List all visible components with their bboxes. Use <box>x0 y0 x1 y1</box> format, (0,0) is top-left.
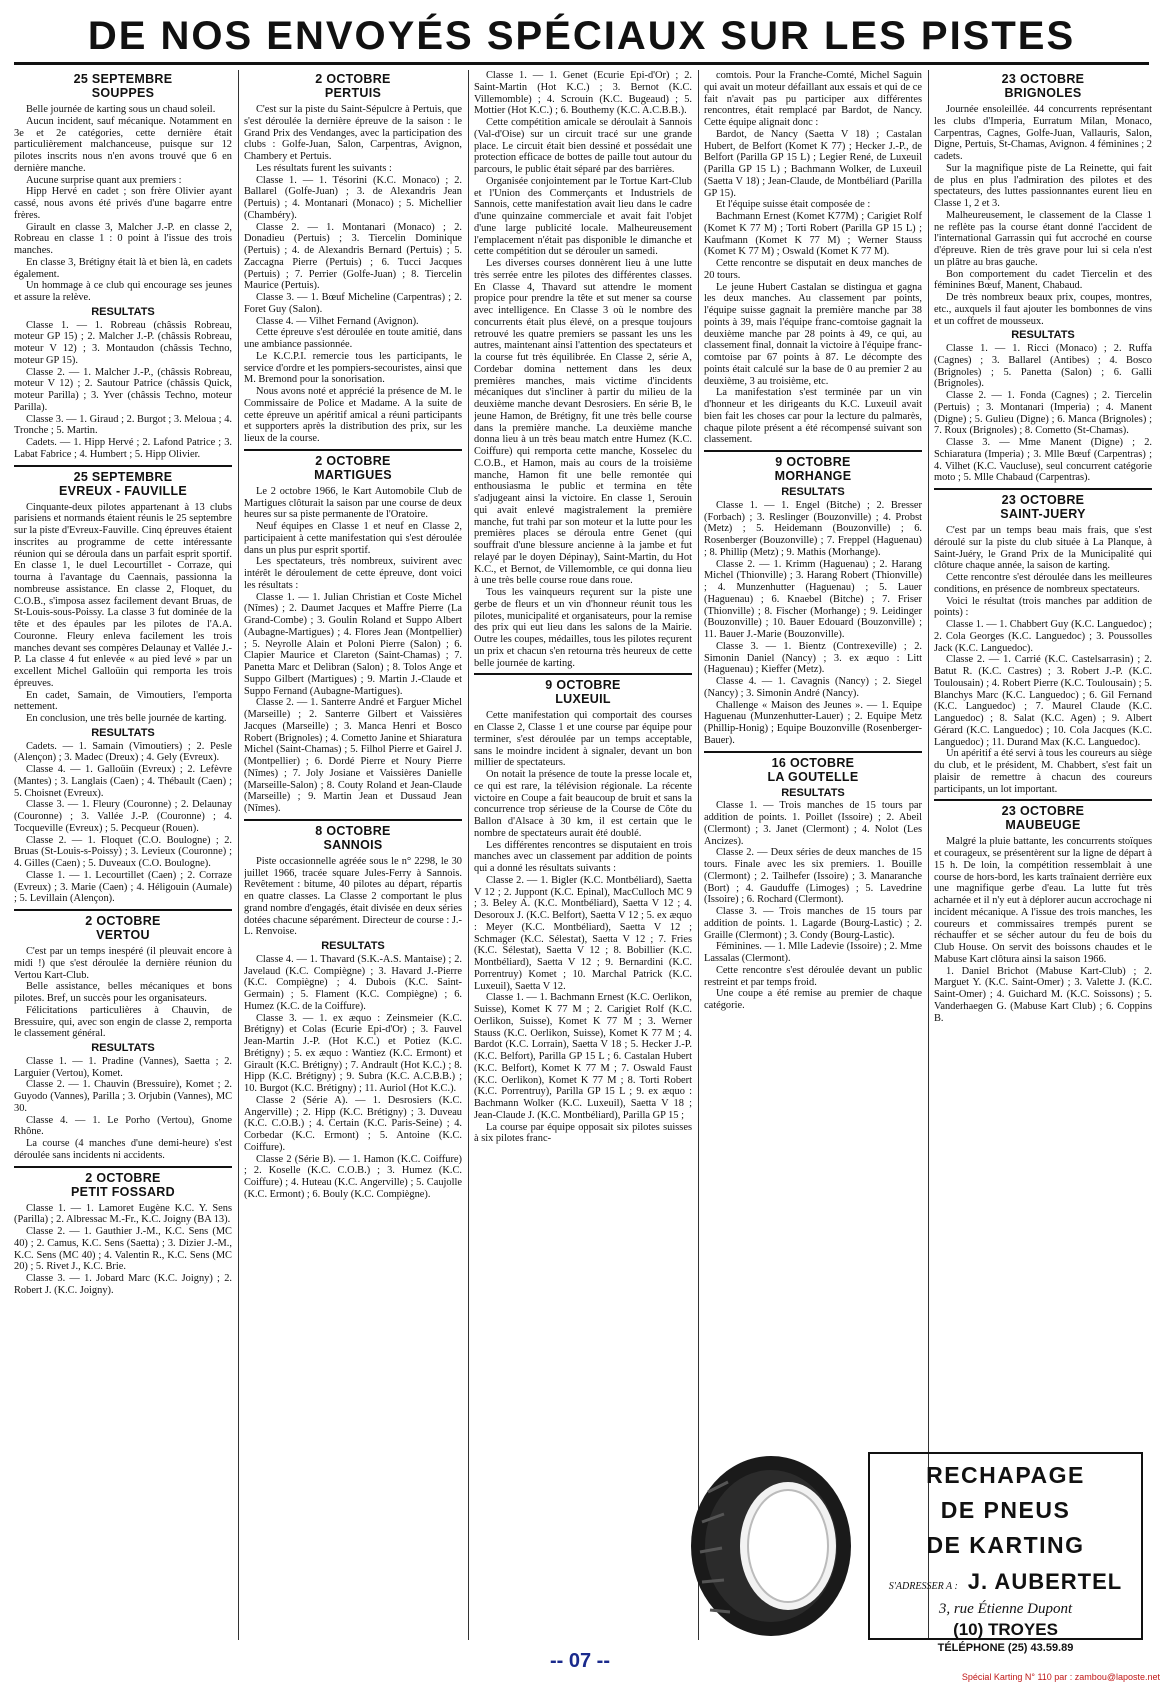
result-entry: Classe 1. — 1. Genet (Ecurie Epi-d'Or) ; 2. Saint-Martin (Hot K.C.) ; 3. Bernot (K.C. Villemomble) ; 4. Scrouin (K.C. Bugeaud) ; 5. Mottier (Hot K.C.) ; 6. Bouthemy (K.C. A.C.B.B.). <box>474 70 692 117</box>
result-entry: Classe 3. — 1. ex æquo : Zeinsmeier (K.C. Brétigny) et Colas (Ecurie Epi-d'Or) ; 3. Fauvel Jean-Martin J.-P. (Hot K.C.) et Potiez (K.C. Brétigny) ; 5. ex æquo : Wantiez (K.C. Ermont) et Girault (K.C. Brétigny) ; 7. Andrault (Hot K.C.) ; 8. Hipp (K.C. Brétigny) ; 9. Subra (K.C. A.C.B.B.) ; 10. Burgot (K.C. Brétigny) ; 11. Auriol (Hot K.C.). <box>244 1012 462 1094</box>
section-divider <box>14 1166 232 1168</box>
section-divider <box>704 450 922 452</box>
result-entry: Classe 2. — 1. Montanari (Monaco) ; 2. Donadieu (Pertuis) ; 3. Tiercelin Dominique (Pertuis) ; 4. de Alexandris Bernard (Pertuis) ; 5. Zaccagna Pierre (Pertuis) ; 6. Tucci Jacques (Pertuis) ; 7. Perrier (Golfe-Juan) ; 8. Tiercelin Maurice (Pertuis). <box>244 221 462 292</box>
report-date: 8 OCTOBRE <box>315 823 391 838</box>
result-entry: Nous avons noté et apprécié la présence de M. le Commissaire de Police et Madame. A la suite de cette épreuve un apéritif amical a réuni participants et supporters après la distribution des prix, sur les lieux de la course. <box>244 386 462 444</box>
result-entry: Classe 3. — 1. Fleury (Couronne) ; 2. Delaunay (Couronne) ; 3. Vallée J.-P. (Couronne) ; 4. Tocqueville (Evreux) ; 5. Pecqueur (Rouen). <box>14 799 232 834</box>
section-divider <box>244 449 462 451</box>
results-heading: RESULTATS <box>321 940 385 952</box>
race-report <box>14 465 232 906</box>
result-entry: Une coupe a été remise au premier de chaque catégorie. <box>704 988 922 1011</box>
report-paragraph: Bachmann Ernest (Komet K77M) ; Carigiet Rolf (Komet K 77 M) ; Torti Robert (Parilla GP 15 L) ; Kaufmann (Komet K 77 M) ; Werner Stauss (Komet K 77 M) ; Oswald (Komet K 77 M). <box>704 211 922 258</box>
report-paragraph: Piste occasionnelle agréée sous le n° 2298, le 30 juillet 1966, tracée square Jules-Ferry à Sannois. Revêtement : bitume, 40 pilotes au départ, répartis en quatre classes. La Classe 2 comportant le plus grand nombre d'engagés, était divisée en deux séries dotées chacune séparément. Directeur de course : J.-L. Renvoise. <box>244 855 462 938</box>
column-2 <box>244 70 462 1640</box>
report-paragraph: En conclusion, une très belle journée de karting. <box>26 713 227 724</box>
report-paragraph: Félicitations particulières à Chauvin, de Bressuire, qui, avec son engin de classe 2, remporta le classement général. <box>14 1004 232 1040</box>
results-heading: RESULTATS <box>1011 329 1075 342</box>
report-heading <box>704 455 922 483</box>
report-paragraph: C'est par un temps inespéré (il pleuvait encore à midi !) que s'est déroulée la dernière réunion du Vertou Kart-Club. <box>14 946 232 981</box>
race-report <box>934 799 1152 1024</box>
report-location: MORHANGE <box>774 469 852 483</box>
report-date: 25 SEPTEMBRE <box>73 469 173 484</box>
report-paragraph: Et l'équipe suisse était composée de : <box>716 199 871 211</box>
race-report <box>14 1166 232 1297</box>
ad-company-name: J. AUBERTEL <box>967 1569 1123 1594</box>
result-entry: Classe 4. — 1. Cavagnis (Nancy) ; 2. Siegel (Nancy) ; 3. Simonin André (Nancy). <box>704 676 922 699</box>
report-date: 23 OCTOBRE <box>1001 804 1085 819</box>
result-entry: Classe 4. — 1. Galloüin (Evreux) ; 2. Lefèvre (Mantes) ; 3. Langlais (Caen) ; 4. Thébault (Caen) ; 5. Choisnet (Evreux). <box>14 764 232 799</box>
race-report <box>934 488 1152 795</box>
report-paragraph: Les différentes rencontres se disputaient en trois manches avec un classement par addition de points qui a donné les résultats suivants : <box>474 839 692 874</box>
result-entry: Tous les vainqueurs reçurent sur la piste une gerbe de fleurs et un vin d'honneur réunit tous les pilotes, municipalité et organisateurs, pour la remise des prix qui eut lieu dans les salons de la Mairie. Outre les coupes, médailles, tous les pilotes reçurent un prix et chacun s'en retourna très heureux de cette belle journée de karting. <box>474 587 692 669</box>
section-divider <box>244 819 462 821</box>
report-date: 2 OCTOBRE <box>85 914 161 928</box>
report-paragraph: Voici le résultat (trois manches par addition de points) : <box>934 595 1152 619</box>
report-heading <box>704 756 922 784</box>
report-paragraph: Belle assistance, belles mécaniques et bons pilotes. Bref, un succès pour les organisateurs. <box>14 981 232 1004</box>
column-5 <box>934 70 1152 1445</box>
column-divider <box>928 70 929 1640</box>
report-paragraph: Les spectateurs, très nombreux, suivirent avec intérêt le déroulement de cette épreuve, dont voici les résultats : <box>244 556 462 591</box>
report-paragraph: Aucune surprise quant aux premiers : <box>26 174 182 186</box>
report-heading <box>14 470 232 498</box>
report-location: LUXEUIL <box>555 692 611 707</box>
report-paragraph: Les résultats furent les suivants : <box>256 162 392 174</box>
results-heading: RESULTATS <box>91 726 155 739</box>
result-entry: Classe 1. — 1. Tésorini (K.C. Monaco) ; 2. Ballarel (Golfe-Juan) ; 3. de Alexandris Jean (Pertuis) ; 4. Montanari (Monaco) ; 5. Michellier (Chambéry). <box>244 174 462 221</box>
result-entry: 1. Daniel Brichot (Mabuse Kart-Club) ; 2. Marguet Y. (K.C. Saint-Omer) ; 3. Valette J. (K.C. Saint-Omer) ; 4. Guichard M. (K.C. Soissons) ; 5. Vanderhaegen G. (Mabuse Kart Club) ; 6. Coppins B. <box>934 965 1152 1024</box>
result-entry: Classe 2. — 1. Carrié (K.C. Castelsarrasin) ; 2. Batut R. (K.C. Castres) ; 3. Robert J.-P. (K.C. Toulousain) ; 4. Robert Pierre (K.C. Toulousain) ; 5. Blanchys Marc (K.C. Languedoc) ; 6. Gil Fernand (K.C. Languedoc) ; 7. Maurel Claude (K.C. Languedoc) ; 8. Salat (K.C. Agen) ; 9. Albert Gérard (K.C. Languedoc) ; 10. Cola Jacques (K.C. Languedoc) ; 11. Durand Max (K.C. Languedoc). <box>934 654 1152 748</box>
result-entry: Les diverses courses donnèrent lieu à une lutte très serrée entre les pilotes des différentes classes. En Classe 4, Thavard sut attendre le moment propice pour prendre la tête et sut mener sa course avec intelligence. En Classe 3 où le nombre des concurrents était plus élevé, on a presque toujours retrouvé les quatre premiers se passant les uns les autres, maintenant ainsi l'attention des spectateurs et la course fut très équilibrée. En Classe 2, série A, Cordebar domina nettement dans les deux premières manches, mais victime d'incidents mécaniques dut s'incliner à partir du milieu de la deuxième manche devant Desrosiers. En série B, le jeune Hamon, de Brétigny, fit une très belle course dans la première manche. La deuxième manche donna lieu à un très beau match entre Humez (K.C. Coiffure) qui remporta cette manche, Kosselec du C.O.B., et Hamon, mais au cours de la troisième manche, Hamon fit une belle remontée qui enthousiasma le public et termina en tête s'adjugeant ainsi la victoire. En classe 1, Serouin qui avait enlevé magistralement la première manche, fut trahi par son moteur et la lutte pour les premières places se déroula entre Genet (qui souffrait d'une blessure ancienne à la jambe et fut relayé par le doyen Dépinay), Saint-Martin, du Hot K.C., et Bernot, de Villemomble, ce qui donna lieu à une très belle course roue dans roue. <box>474 258 692 587</box>
report-paragraph: Hipp Hervé en cadet ; son frère Olivier ayant cassé, nous avons été privés d'une bagarre entre frères. <box>14 186 232 221</box>
result-entry: Un apéritif a été servi à tous les coureurs au siège du club, et le président, M. Chabbert, s'est fait un plaisir de remettre à chacun des coureurs participants, un lot important. <box>934 748 1152 795</box>
report-paragraph: Malgré la pluie battante, les concurrents stoïques et courageux, se présentèrent sur la ligne de départ à 15 h. De loin, la compétition ressemblait à une course de hors-bord, les karts traînaient derrière eux une magnifique gerbe d'eau. La lutte fut très acharnée et il n'y eut à déplorer aucun accrochage ni incident mécanique. A l'issue des trois manches, les coureurs et commissaires trempés purent se réchauffer et se sécher autour du feu de bois du Club House. On servit des boissons chaudes et le Mabuse Kart clôtura ainsi la saison 1966. <box>934 836 1152 965</box>
result-entry: Classe 2. — 1. Fonda (Cagnes) ; 2. Tiercelin (Pertuis) ; 3. Montanari (Imperia) ; 4. Manent (Digne) ; 5. Gulieu (Digne) ; 6. Manca (Brignoles) ; 7. Roux (Brignoles) ; 8. Cometto (St-Chamas). <box>934 390 1152 437</box>
result-entry: La course par équipe opposait six pilotes suisses à six pilotes franc- <box>474 1121 692 1145</box>
report-location: SANNOIS <box>323 837 383 852</box>
results-heading: RESULTATS <box>781 786 845 799</box>
results-heading: RESULTATS <box>91 305 155 318</box>
report-heading <box>474 678 692 706</box>
report-heading <box>14 1171 232 1199</box>
race-report <box>704 450 922 747</box>
report-paragraph: Le jeune Hubert Castalan se distingua et gagna les deux manches. Au classement par points, l'équipe suisse gagnait la première manche par 38 points à 39, mais l'équipe franc-comtoise gagnait la deuxième manche par 28 points à 49, ce qui, au classement final, donnait la victoire à l'équipe franc-comtoise par 67 points à 87. Le décompte des points était calculé sur la base de 0 au premier 2 au deuxième, 3 au troisième, etc. <box>704 281 922 387</box>
result-entry: Cette rencontre s'est déroulée devant un public restreint et par temps froid. <box>704 964 922 988</box>
report-location: SOUPPES <box>91 86 155 100</box>
race-report <box>244 72 462 445</box>
report-paragraph: Bon comportement du cadet Tiercelin et des féminines Bœuf, Manent, Chabaud. <box>934 268 1152 292</box>
result-entry: Challenge « Maison des Jeunes ». — 1. Equipe Haguenau (Munzenhutter-Lauer) ; 2. Equipe Metz (Phillip-Honig) ; Equipe Bouzonville (Rosenberger-Bauer). <box>704 699 922 746</box>
report-date: 25 SEPTEMBRE <box>73 72 173 86</box>
result-entry: Classe 1. — 1. Bachmann Ernest (K.C. Oerlikon, Suisse), Komet K 77 M ; 2. Carigiet Rolf (K.C. Oerlikon, Suisse), Komet K 77 M ; 3. Werner Stauss (K.C. Oerlikon, Suisse), Komet K 77 M ; 4. Bardot (K.C. Lorrain), Saetta V 18 ; 5. Hecker J.-P. (K.C. Belfort), Parilla GP 15 L ; 6. Castalan Hubert (K.C. Belfort), Komet K 77 M ; 7. Oswald Faust (K.C. Oerlikon), Komet K 77 M ; 8. Torti Robert (K.C. Porrentruy), Parilla GP 15 L ; 9. ex æquo : Bachmann Wolker (K.C. Luxeuil), Saetta V 18 ; Jean-Claude J. (K.C. Montbéliard), Parilla GP 15 ; <box>474 992 692 1121</box>
page-footer: Spécial Karting N° 110 par : zambou@laposte.net <box>961 1672 1160 1682</box>
result-entry: Classe 4. — Vilhet Fernand (Avignon). <box>256 315 419 327</box>
result-entry: Classe 3. — 1. Bientz (Contrexeville) ; 2. Simonin Daniel (Nancy) ; 3. ex æquo : Litt (Haguenau) ; Kieffer (Metz). <box>704 640 922 676</box>
result-entry: Classe 1. — 1. Robreau (châssis Robreau, moteur GP 15) ; 2. Malcher J.-P. (châssis Robreau, moteur V 12) ; 3. Montaudon (châssis Techno, moteur GP 15). <box>14 319 232 366</box>
ad-address-prefix: S'ADRESSER A : <box>888 1581 958 1592</box>
section-divider <box>14 909 232 911</box>
report-location: BRIGNOLES <box>1004 86 1082 100</box>
report-paragraph: En cadet, Samain, de Vimoutiers, l'emporta nettement. <box>14 689 232 713</box>
section-divider <box>474 673 692 675</box>
race-report <box>934 72 1152 484</box>
report-paragraph: Malheureusement, le classement de la Classe 1 ne reflète pas la course étant donné l'accident de l'international Garrassin qui fut accroché en course d'épreuve. Rien de très grave pour lui si cela n'est un plâtre au bras gauche. <box>934 209 1152 268</box>
result-entry: Classe 1. — 1. Pradine (Vannes), Saetta ; 2. Larguier (Vertou), Komet. <box>14 1055 232 1079</box>
result-entry: Classe 1. — 1. Chabbert Guy (K.C. Languedoc) ; 2. Cola Georges (K.C. Languedoc) ; 3. Poussolles Jack (K.C. Languedoc). <box>934 619 1152 654</box>
report-location: PERTUIS <box>324 86 382 100</box>
report-heading <box>244 72 462 100</box>
result-entry: Féminines. — 1. Mlle Ladevie (Issoire) ; 2. Mme Lassalas (Clermont). <box>704 941 922 964</box>
section-divider <box>704 751 922 753</box>
report-date: 16 OCTOBRE <box>771 755 855 770</box>
column-3 <box>474 70 692 1640</box>
race-report <box>244 449 462 815</box>
report-paragraph: Cette rencontre se disputait en deux manches de 20 tours. <box>704 258 922 281</box>
race-report <box>704 70 922 446</box>
report-paragraph: Cette manifestation qui comportait des courses en Classe 2, Classe 1 et une course par équipe pour terminer, s'est déroulée par un temps acceptable, sans le moindre incident à signaler, devant un bon millier de spectateurs. <box>474 710 692 769</box>
tire-retreading-ad <box>868 1452 1143 1654</box>
result-entry: Classe 1. — 1. Ricci (Monaco) ; 2. Ruffa (Cagnes) ; 3. Ballarel (Antibes) ; 4. Bosco (Brignoles) ; 5. Panetta (Salon) ; 6. Galli (Brignoles). <box>934 343 1152 390</box>
section-divider <box>934 799 1152 801</box>
result-entry: Classe 3. — Mme Manent (Digne) ; 2. Schiaratura (Imperia) ; 3. Mlle Bœuf (Carpentras) ; 4. Vilhet (K.C. Vaucluse), seul concurrent catégorie moto ; 5. Mlle Chabaud (Carpentras). <box>934 437 1152 484</box>
results-heading: RESULTATS <box>781 486 845 498</box>
result-entry: Organisée conjointement par le Tortue Kart-Club et l'Union des Commerçants et Industriels de Sannois, cette manifestation avait lieu dans le cadre d'une quinzaine commerciale et avait fait l'objet d'une large publicité locale. Malheureusement l'emplacement n'était pas disponible le dimanche et cette compétition dut se dérouler un samedi. <box>474 175 692 258</box>
result-entry: Classe 3. — 1. Bœuf Micheline (Carpentras) ; 2. Foret Guy (Salon). <box>244 292 462 315</box>
report-paragraph: La manifestation s'est terminée par un vin d'honneur et les dirigeants du K.C. Luxeuil avait bien fait les choses car pour la lecture du palmarès, chaque pilote présent a été récompensé suivant son classement. <box>704 387 922 446</box>
report-paragraph: Le 2 octobre 1966, le Kart Automobile Club de Martigues clôturait la saison par une course de deux heures sur sa piste permanente de l'Oratoire. <box>244 485 462 521</box>
report-paragraph: Girault en classe 3, Malcher J.-P. en classe 2, Robreau en classe 1 : 0 point à l'issue des trois manches. <box>14 221 232 256</box>
report-paragraph: On notait la présence de toute la presse locale et, ce qui est rare, la télévision régionale. La récente victoire en Coupe a fait beaucoup de bruit et sans la concurrence trop sérieuse de la Course de Côte du Ballon d'Alsace à 30 km, il est certain que le nombre de spectateurs aurait été doublé. <box>474 769 692 839</box>
report-heading <box>14 72 232 100</box>
result-entry: Classe 2. — 1. Floquet (C.O. Boulogne) ; 2. Bruas (St-Louis-s-Poissy) ; 3. Levieux (Couronne) ; 4. Gilles (Caen) ; 5. Duveaux (C.O. Boulogne). <box>14 834 232 869</box>
report-paragraph: Bardot, de Nancy (Saetta V 18) ; Castalan Hubert, de Belfort (Komet K 77) ; Hecker J.-P., de Belfort (Parilla GP 15 L) ; Legier René, de Luxeuil (Parilla GP 15 L) ; Bachmann Wolker, de Luxeuil (Saetta V 18) ; Jean-Claude, de Montbéliard (Parilla GP 15). <box>704 128 922 199</box>
tire-icon <box>688 1452 854 1640</box>
report-location: MARTIGUES <box>314 467 392 482</box>
report-location: SAINT-JUERY <box>1000 507 1086 521</box>
report-paragraph: Cette rencontre s'est déroulée dans les meilleures conditions, en présence de nombreux spectateurs. <box>934 572 1152 595</box>
section-divider <box>934 488 1152 490</box>
report-paragraph: De très nombreux beaux prix, coupes, montres, etc., auxquels il faut ajouter les bombonnes de vins et un coffret de mousseux. <box>934 292 1152 327</box>
result-entry: Classe 3. — 1. Giraud ; 2. Burgot ; 3. Meloua ; 4. Tronche ; 5. Martin. <box>14 413 232 437</box>
report-date: 2 OCTOBRE <box>315 453 391 468</box>
result-entry: Classe 4. — 1. Le Porho (Vertou), Gnome Rhône. <box>14 1114 232 1138</box>
report-location: EVREUX - FAUVILLE <box>58 483 188 498</box>
report-heading <box>934 493 1152 521</box>
report-date: 23 OCTOBRE <box>1001 72 1085 86</box>
ad-city: (10) TROYES <box>953 1620 1058 1639</box>
race-report <box>474 70 692 669</box>
report-location: PETIT FOSSARD <box>71 1184 175 1199</box>
report-heading <box>244 454 462 482</box>
report-paragraph: Journée ensoleillée. 44 concurrents représentant les clubs d'Imperia, Eurratum Milan, Monaco, Carpentras, Cagnes, Golfe-Juan, Vallauris, Salon, Digne, Pertuis, St-Chamas, Avignon. 4 féminines ; 2 cadets. <box>934 104 1152 162</box>
column-divider <box>698 70 699 1640</box>
result-entry: Cadets. — 1. Hipp Hervé ; 2. Lafond Patrice ; 3. Labat Fabrice ; 4. Humbert ; 5. Hipp Olivier. <box>14 437 232 460</box>
report-paragraph: Aucun incident, sauf mécanique. Notamment en 3e et 2e catégories, cette dernière était particulièrement malchanceuse, puisque sur 12 pilotes inscrits nous n'en avons trouvé que 6 en dernière manche. <box>14 115 232 174</box>
result-entry: Classe 2. — 1. Gauthier J.-M., K.C. Sens (MC 40) ; 2. Camus, K.C. Sens (Saetta) ; 3. Dizier J.-M., K.C. Sens (MC 40) ; 4. Valentin R., K.C. Sens (MC 20) ; 5. Rivet J., K.C. Brie. <box>14 1226 232 1273</box>
report-paragraph: Cinquante-deux pilotes appartenant à 13 clubs parisiens et normands étaient réunis le 25 septembre sur la piste d'Evreux-Fauville. Cinq épreuves étaient inscrites au programme de cette intéressante réunion qui se déroula dans un parfait esprit sportif. En classe 1, le duel Lecourtillet - Corraze, qui tourna à l'avantage du Caennais, passionna la nombreuse assistance. En classe 2, Floquet, du C.O.B., s'imposa assez facilement devant Bruas, de St-Louis-sous-Poissy. La classe 3 fut dominée de la tête et des épaules par les pilotes de l'A.A. Couronne. Fleury enleva facilement les trois manches devant ses compères Delaunay et Vallée J.-P. La classe 4 fut enlevée « au pied levé » par un excellent Michel Galloüin qui remporta les trois épreuves. <box>14 501 232 689</box>
result-entry: Classe 1. — 1. Engel (Bitche) ; 2. Bresser (Forbach) ; 3. Reslinger (Bouzonville) ; 4. Probst (Metz) ; 5. Heidemann (Bouzonville) ; 6. Rosenberger (Bouzonville) ; 7. Freppel (Haguenau) ; 8. Phillip (Metz) ; 9. Mathis (Morhange). <box>704 499 922 558</box>
report-heading <box>14 914 232 942</box>
report-paragraph: Neuf équipes en Classe 1 et neuf en Classe 2, participaient à cette manifestation qui s'est déroulée dans un plus pur esprit sportif. <box>244 521 462 556</box>
title-rule <box>14 62 1149 65</box>
ad-headline-1: RECHAPAGE <box>926 1462 1085 1488</box>
result-entry: Classe 2. — 1. Santerre André et Farguer Michel (Marseille) ; 2. Santerre Gilbert et Vaissières Jacques (Marseille) ; 3. Manca Henri et Bosco Robert (Brignoles) ; 4. Cometto Janine et Shiaratura Michel (Saint-Chamas) ; 5. Filhol Pierre et Gairel J. (Montpellier) ; 6. Dordé Pierre et Noury Pierre (Nîmes) ; 7. Joly Josiane et Vaissières Danielle (Marseille-Salon) ; 8. Couty Roland et Jean-Claude (Marseille) ; 9. Martin Jean et Dussaud Jean (Nîmes). <box>244 697 462 814</box>
report-date: 9 OCTOBRE <box>775 455 851 469</box>
ad-phone: TÉLÉPHONE (25) 43.59.89 <box>937 1642 1074 1654</box>
result-entry: Classe 1. — 1. Lamoret Eugène K.C. Y. Sens (Parilla) ; 2. Albressac M.-Fr., K.C. Joigny (BA 13). <box>14 1202 232 1226</box>
result-entry: Classe 3. — 1. Jobard Marc (K.C. Joigny) ; 2. Robert J. (K.C. Joigny). <box>14 1273 232 1296</box>
result-entry: Cette compétition amicale se déroulait à Sannois (Val-d'Oise) sur un circuit tracé sur une grande place. Le circuit était bien dessiné et possédait une protection efficace de bottes de paille tout autour du parcours, le public était séparé par des barrières. <box>474 117 692 175</box>
report-location: VERTOU <box>96 928 150 942</box>
result-entry: Classe 1. — Trois manches de 15 tours par addition de points. 1. Poillet (Issoire) ; 2. Abeil (Clermont) ; 3. Janet (Clermont) ; 4. Nolot (Les Ancizes). <box>704 800 922 847</box>
column-4 <box>704 70 922 1445</box>
result-entry: Classe 2. — 1. Chauvin (Bressuire), Komet ; 2. Guyodo (Vannes), Parilla ; 3. Orjubin (Vannes), MC 30. <box>14 1079 232 1114</box>
race-report <box>14 72 232 461</box>
report-paragraph: comtois. Pour la Franche-Comté, Michel Saguin qui avait un moteur défaillant aux essais et qui de ce fait n'avait pas pu participer aux différentes rencontres, était remplacé par Bardot, de Nancy. Cette équipe alignait donc : <box>704 70 922 128</box>
result-entry: Classe 2 (Série A). — 1. Desrosiers (K.C. Angerville) ; 2. Hipp (K.C. Brétigny) ; 3. Duveau (K.C. C.O.B.) ; 4. Certain (K.C. Paris-Seine) ; 4. Corbedar (K.C. Ermont) ; 5. Antoine (K.C. Coiffure). <box>244 1094 462 1153</box>
race-report <box>14 909 232 1162</box>
result-entry: Classe 1. — 1. Julian Christian et Coste Michel (Nîmes) ; 2. Daumet Jacques et Maffre Pierre (La Grand-Combe) ; 3. Goulin Roland et Suppo Albert (Aubagne-Martigues) ; 4. Flores Jean (Montpellier) ; 5. Neyrolle Alain et Poloni Pierre (Salon) ; 6. Clapier Maurice et Clareton (Saint-Chamas) ; 7. Panetta Marc et Delibran (Salon) ; 8. Tolos Ange et Suppo Gilbert (Martigues) ; 9. Martin J.-Claude et Suppo Fernand (Aubagne-Martigues). <box>244 591 462 697</box>
result-entry: Le K.C.P.I. remercie tous les participants, le service d'ordre et les pompiers-secouristes, ainsi que M. Bremond pour la sonorisation. <box>244 350 462 386</box>
report-paragraph: C'est sur la piste du Saint-Sépulcre à Pertuis, que s'est déroulée la dernière épreuve de la saison : le Grand Prix des Vendanges, avec la participation des clubs : Golfe-Juan, Salon, Carpentras, Avignon, Chambery et Pertuis. <box>244 104 462 162</box>
result-entry: Classe 2. — 1. Bigler (K.C. Montbéliard), Saetta V 12 ; 2. Juppont (K.C. Epinal), MacCulloch MC 9 ; 3. Beley A. (K.C. Montbéliard), Saetta V 12 ; 4. Desoroux J. (K.C. Belfort), Saetta V 12 ; 5. ex æquo : Meyer (K.C. Montbéliard), Saetta V 12 ; Schmager (K.C. Sélestat), Saetta V 12 ; 7. Fries (K.C. Sélestat), Saetta V 12 ; 8. Bobillier (K.C. Montbéliard), Saetta V 12 ; 9. Bernardini (K.C. Porrentruy) Komet ; 10. Marchal Patrick (K.C. Luxeuil), Saetta V 12. <box>474 874 692 992</box>
report-paragraph: En classe 3, Brétigny était là et bien là, en cadets également. <box>14 256 232 280</box>
result-entry: Classe 2. — Deux séries de deux manches de 15 tours. Finale avec les six premiers. 1. Bouille (Clermont) ; 2. Tailhefer (Issoire) ; 3. Manaranche (Bort) ; 4. Gauduffe (Limoges) ; 5. Lavedrine (Issoire) ; 6. Rochard (Clermont). <box>704 847 922 906</box>
report-date: 9 OCTOBRE <box>545 678 621 693</box>
report-date: 2 OCTOBRE <box>315 72 391 86</box>
result-entry: Classe 2. — 1. Malcher J.-P., (châssis Robreau, moteur V 12) ; 2. Sautour Patrice (châssis Quick, moteur Parilla) ; 3. Yver (châssis Techno, moteur Parilla). <box>14 366 232 413</box>
result-entry: Classe 3. — Trois manches de 15 tours par addition de points. 1. Lagarde (Bourg-Lastic) ; 2. Graille (Clermont) ; 3. Condy (Bourg-Lastic). <box>704 906 922 941</box>
column-1 <box>14 70 232 1640</box>
result-entry: Classe 1. — 1. Lecourtillet (Caen) ; 2. Corraze (Evreux) ; 3. Marie (Caen) ; 4. Héligouin (Aumale) ; 5. Levillain (Alençon). <box>14 869 232 905</box>
ad-headline-2: DE PNEUS <box>940 1497 1071 1523</box>
ad-street: 3, rue Étienne Dupont <box>938 1601 1073 1617</box>
results-heading: RESULTATS <box>91 1042 155 1054</box>
race-report <box>704 751 922 1012</box>
report-date: 2 OCTOBRE <box>85 1170 161 1185</box>
report-location: LA GOUTELLE <box>767 769 859 784</box>
report-heading <box>244 824 462 852</box>
column-divider <box>468 70 469 1640</box>
report-paragraph: Sur la magnifique piste de La Reinette, qui fait de plus en plus l'admiration des pilotes et des spectateurs, des luttes passionnantes eurent lieu en Classe 1, 2 et 3. <box>934 162 1152 209</box>
result-entry: Cadets. — 1. Samain (Vimoutiers) ; 2. Pesle (Alençon) ; 3. Madec (Dreux) ; 4. Gely (Evreux). <box>14 740 232 764</box>
page-title: DE NOS ENVOYÉS SPÉCIAUX SUR LES PISTES <box>87 14 1076 58</box>
result-entry: Classe 2 (Série B). — 1. Hamon (K.C. Coiffure) ; 2. Koselle (K.C. C.O.B.) ; 3. Humez (K.C. Coiffure) ; 4. Huteau (K.C. Angerville) ; 5. Caujolle (K.C. Ermont) ; 6. Bouly (K.C. Compiègne). <box>244 1153 462 1200</box>
report-paragraph: Un hommage à ce club qui encourage ses jeunes et assure la relève. <box>14 280 232 303</box>
section-divider <box>14 465 232 467</box>
column-divider <box>238 70 239 1640</box>
report-heading <box>934 72 1152 100</box>
result-entry: La course (4 manches d'une demi-heure) s'est déroulée sans incidents ni accidents. <box>14 1138 232 1161</box>
report-paragraph: C'est par un temps beau mais frais, que s'est déroulé sur la piste du club située à La Planque, à Saint-Juéry, le Grand Prix de la Municipalité qui clôture chaque année, la saison de karting. <box>934 525 1152 572</box>
race-report <box>244 819 462 1201</box>
result-entry: Cette épreuve s'est déroulée en toute amitié, dans une ambiance passionnée. <box>244 327 462 350</box>
report-paragraph: Belle journée de karting sous un chaud soleil. <box>26 104 216 115</box>
result-entry: Classe 4. — 1. Thavard (S.K.-A.S. Mantaise) ; 2. Javelaud (K.C. Compiègne) ; 3. Havard J.-Pierre (K.C. Compiègne) ; 4. Dubois (K.C. Saint-Germain) ; 5. Flament (K.C. Compiègne) ; 6. Humez (K.C. de la Coiffure). <box>244 953 462 1012</box>
ad-headline-3: DE KARTING <box>926 1532 1085 1558</box>
result-entry: Classe 2. — 1. Krimm (Haguenau) ; 2. Harang Michel (Thionville) ; 3. Harang Robert (Thionville) ; 4. Munzenhutter (Haguenau) ; 5. Lauer (Haguenau) ; 6. Knaebel (Bitche) ; 7. Friser (Thionville) ; 8. Fischer (Morhange) ; 9. Leidinger (Bouzonville) ; 10. Bauer Edouard (Bouzonville) ; 11. Bauer J.-Marie (Bouzonville). <box>704 558 922 640</box>
report-heading <box>934 804 1152 832</box>
page-number: -- 07 -- <box>550 1650 610 1672</box>
race-report <box>474 673 692 1145</box>
report-date: 23 OCTOBRE <box>1001 493 1085 507</box>
report-location: MAUBEUGE <box>1005 818 1081 833</box>
